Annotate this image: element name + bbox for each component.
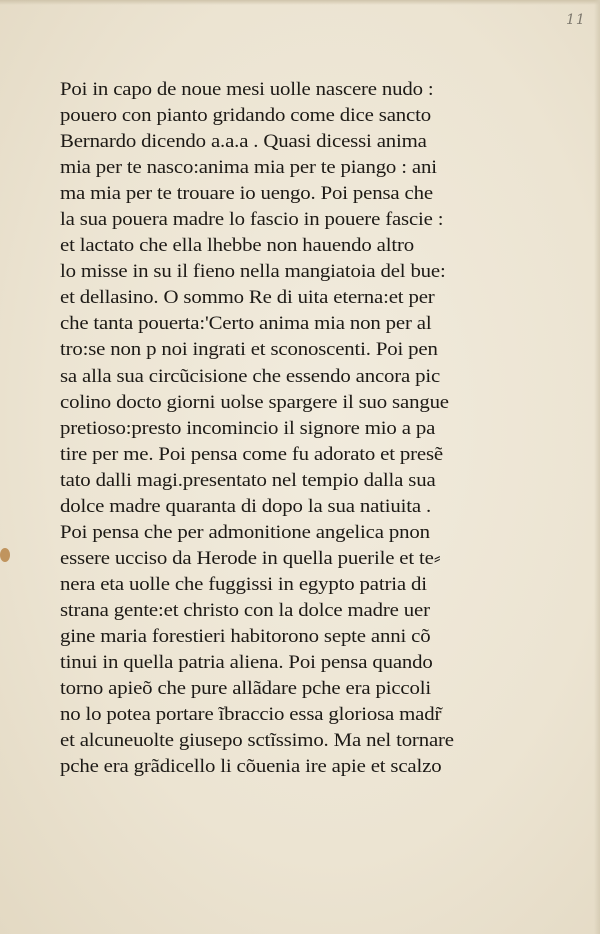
text-line: nera eta uolle che fuggissi in egypto patria di: [60, 573, 427, 595]
text-line: pche era grãdicello li cõuenia ire apie et scalzo: [60, 756, 442, 778]
text-line: la sua pouera madre lo fascio in pouere fascie :: [60, 209, 444, 231]
text-line: mia per te nasco:anima mia per te piango : ani: [60, 157, 437, 179]
text-column: [60, 77, 460, 780]
text-line: essere ucciso da Herode in quella puerile et te⸗: [60, 547, 441, 569]
text-line: tire per me. Poi pensa come fu adorato et presẽ: [60, 443, 444, 465]
text-line: Poi in capo de noue mesi uolle nascere nudo :: [60, 79, 434, 100]
text-line: colino docto giorni uolse spargere il suo sangue: [60, 391, 449, 413]
text-line: tato dalli magi.presentato nel tempio dalla sua: [60, 469, 436, 491]
text-line: dolce madre quaranta di dopo la sua natiuita .: [60, 495, 432, 517]
page-right-edge: [594, 0, 600, 934]
ink-stain: [0, 548, 10, 562]
text-line: pouero con pianto gridando come dice sancto: [60, 105, 431, 127]
text-line: no lo potea portare ĩbraccio essa gloriosa madr̃: [60, 704, 442, 726]
folio-number: 11: [566, 12, 586, 28]
text-line: tinui in quella patria aliena. Poi pensa quando: [60, 652, 433, 674]
text-line: lo misse in su il fieno nella mangiatoia del bue:: [60, 261, 446, 283]
text-line: Bernardo dicendo a.a.a . Quasi dicessi anima: [60, 131, 427, 153]
text-line: gine maria forestieri habitorono septe anni cõ: [60, 625, 431, 647]
text-line: ma mia per te trouare io uengo. Poi pensa che: [60, 183, 433, 205]
text-line: Poi pensa che per admonitione angelica pnon: [60, 521, 430, 543]
text-line: torno apieõ che pure allãdare pche era piccoli: [60, 678, 431, 700]
text-line: strana gente:et christo con la dolce madre uer: [60, 599, 430, 621]
text-line: et dellasino. O sommo Re di uita eterna:et per: [60, 287, 435, 309]
text-line: et alcuneuolte giusepo sctĩssimo. Ma nel tornare: [60, 730, 454, 752]
text-line: et lactato che ella lhebbe non hauendo altro: [60, 235, 415, 257]
text-line: pretioso:presto incomincio il signore mio a pa: [60, 417, 436, 439]
text-line: sa alla sua circũcisione che essendo ancora pic: [60, 365, 441, 387]
text-line: che tanta pouerta:'Certo anima mia non per al: [60, 313, 432, 335]
text-line: tro:se non p noi ingrati et sconoscenti. Poi pen: [60, 339, 438, 361]
page-top-edge: [0, 0, 600, 5]
